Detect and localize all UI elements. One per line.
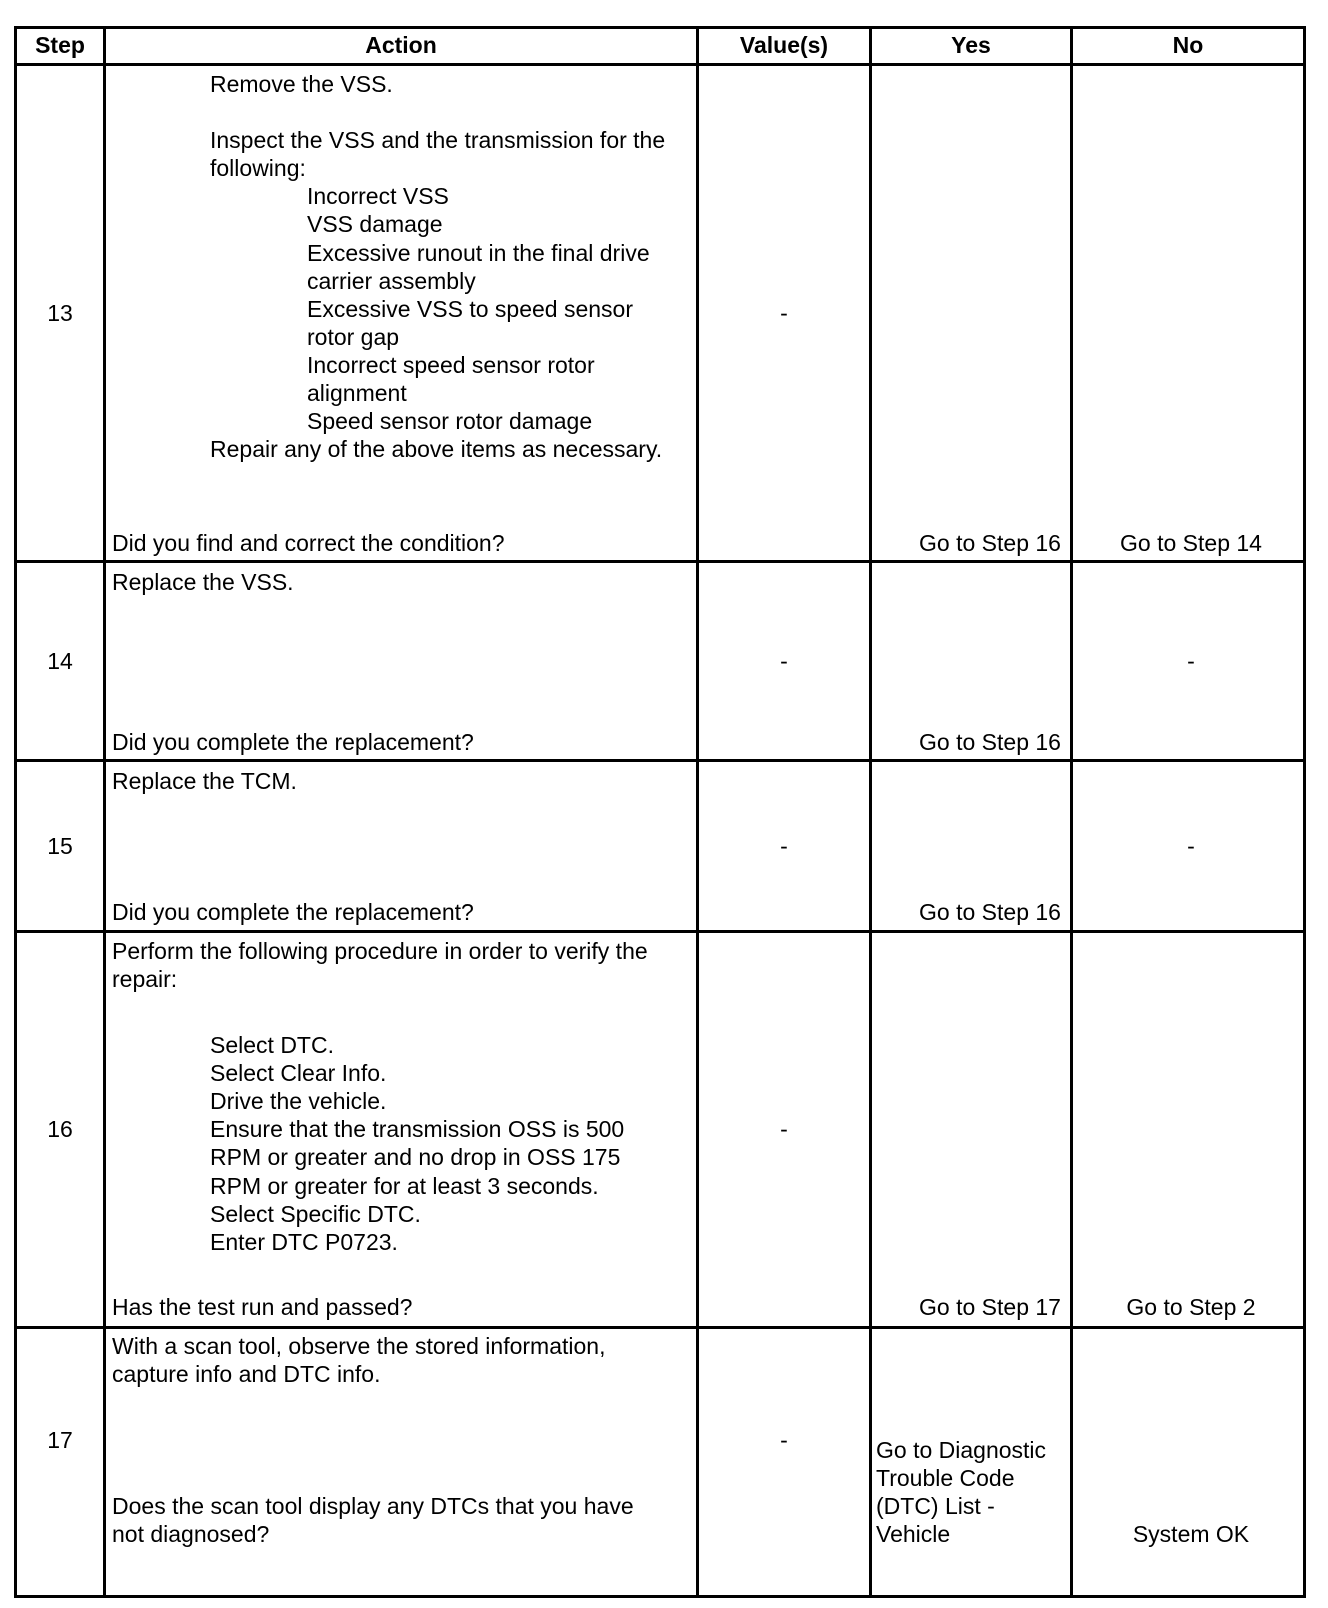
action-text: Remove the VSS. [210, 71, 393, 97]
yes-cell: (DTC) List - [876, 1493, 995, 1519]
list-item: carrier assembly [307, 268, 476, 294]
list-item: Ensure that the transmission OSS is 500 [210, 1116, 625, 1142]
action-text: repair: [112, 966, 178, 992]
step-number: 17 [47, 1427, 73, 1453]
table-border-bottom [14, 1595, 1306, 1598]
question-text: Has the test run and passed? [112, 1294, 413, 1320]
list-item: RPM or greater for at least 3 seconds. [210, 1173, 599, 1199]
list-item: Speed sensor rotor damage [307, 408, 593, 434]
col-divider [1070, 26, 1073, 1598]
list-item: Excessive runout in the final drive [307, 240, 650, 266]
question-text: Does the scan tool display any DTCs that you have [112, 1493, 634, 1519]
action-text: Inspect the VSS and the transmission for the [210, 127, 666, 153]
list-item: VSS damage [307, 211, 443, 237]
value-cell: - [780, 833, 788, 859]
step-number: 14 [47, 648, 73, 674]
value-cell: - [780, 300, 788, 326]
col-divider [14, 26, 17, 1598]
list-item: Drive the vehicle. [210, 1088, 387, 1114]
header-yes: Yes [951, 32, 991, 58]
no-cell: - [1187, 648, 1195, 674]
list-item: Select Specific DTC. [210, 1201, 421, 1227]
yes-cell: Go to Step 16 [919, 729, 1061, 755]
no-cell: System OK [1132, 1521, 1250, 1547]
header-no: No [1172, 32, 1204, 58]
question-text: not diagnosed? [112, 1521, 270, 1547]
col-divider [1303, 26, 1306, 1598]
list-item: Select Clear Info. [210, 1060, 387, 1086]
no-cell: Go to Step 14 [1120, 530, 1262, 556]
yes-cell: Trouble Code [876, 1465, 1015, 1491]
header-values: Value(s) [739, 32, 829, 58]
question-text: Did you complete the replacement? [112, 899, 474, 925]
step-number: 13 [47, 300, 73, 326]
list-item: Select DTC. [210, 1032, 334, 1058]
action-text: Replace the TCM. [112, 768, 297, 794]
list-item: Incorrect VSS [307, 183, 449, 209]
action-text: following: [210, 155, 306, 181]
list-item: alignment [307, 380, 407, 406]
step-number: 16 [47, 1116, 73, 1142]
col-divider [103, 26, 106, 1598]
value-cell: - [780, 1427, 788, 1453]
diagnostic-table [14, 26, 1306, 1598]
yes-cell: Go to Diagnostic [876, 1437, 1047, 1463]
list-item: rotor gap [307, 324, 400, 350]
no-cell: - [1187, 833, 1195, 859]
action-text: capture info and DTC info. [112, 1361, 381, 1387]
header-step: Step [35, 32, 85, 58]
question-text: Did you complete the replacement? [112, 729, 474, 755]
yes-cell: Go to Step 16 [919, 899, 1061, 925]
list-item: Enter DTC P0723. [210, 1229, 398, 1255]
action-text: With a scan tool, observe the stored information, [112, 1333, 606, 1359]
table-border-top [14, 26, 1306, 29]
action-text: Repair any of the above items as necessary. [210, 436, 663, 462]
row-divider [14, 1326, 1306, 1329]
value-cell: - [780, 648, 788, 674]
step-number: 15 [47, 833, 73, 859]
row-divider [14, 759, 1306, 762]
row-divider [14, 930, 1306, 933]
row-divider [14, 560, 1306, 563]
yes-cell: Go to Step 17 [919, 1294, 1061, 1320]
action-text: Perform the following procedure in order to verify the [112, 938, 648, 964]
question-text: Did you find and correct the condition? [112, 530, 505, 556]
value-cell: - [780, 1116, 788, 1142]
list-item: RPM or greater and no drop in OSS 175 [210, 1144, 621, 1170]
col-divider [696, 26, 699, 1598]
header-divider [14, 63, 1306, 66]
col-divider [869, 26, 872, 1598]
list-item: Excessive VSS to speed sensor [307, 296, 633, 322]
yes-cell: Go to Step 16 [919, 530, 1061, 556]
action-text: Replace the VSS. [112, 569, 294, 595]
yes-cell: Vehicle [876, 1521, 951, 1547]
no-cell: Go to Step 2 [1126, 1294, 1256, 1320]
list-item: Incorrect speed sensor rotor [307, 352, 595, 378]
header-action: Action [365, 32, 437, 58]
